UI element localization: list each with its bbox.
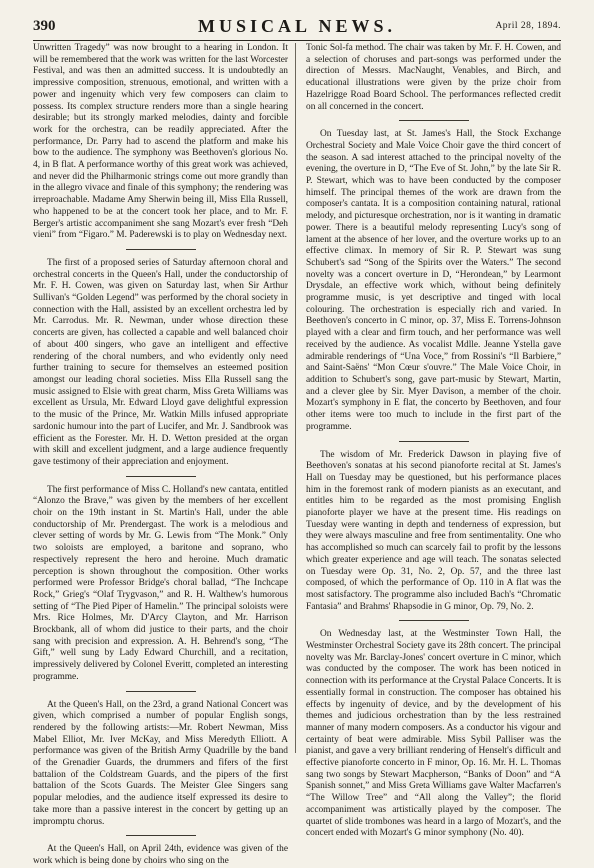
issue-date: April 28, 1894. bbox=[495, 21, 561, 31]
article-paragraph: Unwritten Tragedy” was now brought to a hearing in London. It will be remembered that the work was written for the last Worcester Festival, and was then an admitted success. It is undoubtedly an impressive composition, strenuous, emotional, and written with a power and ingenuity which very few composers can claim to possess. Its complex structure renders more than a single hearing desirable; but its strongly marked melodies, dainty and forcible work for the orchestra, can be readily appreciated. After the performance, Dr. Parry had to ascend the platform and make his bow to the audience. The symphony was Beethoven's glorious No. 4, in B flat. A performance worthy of this great work was achieved, and never did the Philharmonic strings come out more grandly than in the allegro vivace and finale of this symphony; the rendering was irreproachable. Madame Amy Sherwin being ill, Miss Ella Russell, who happened to be at the concert took her place, and to Mr. F. Berger's artistic accompaniment she sang Mozart's ever fresh “Deh vieni” from “Figaro.” M. Paderewski is to play on Wednesday next. bbox=[33, 43, 288, 241]
article-paragraph: At the Queen's Hall, on April 24th, evidence was given of the work which is being done by choirs who sing on the bbox=[33, 844, 288, 866]
section-separator bbox=[33, 684, 288, 700]
article-paragraph: On Wednesday last, at the Westminster Town Hall, the Westminster Orchestral Society gave its 28th concert. The principal novelty was Mr. Barclay-Jones' concert overture in C minor, which was conducted by the composer. The work has been noticed in connection with its performance at the Crystal Palace Concerts. It is essentially formal in construction. The composer has obtained his effects by ingenuity of device, and by the development of his themes and judicious orchestration than by the less restrained manner of many modern composers. As a conductor his vigour and certainty of beat were admirable. Miss Sybil Palliser was the pianist, and gave a very brilliant rendering of Henselt's difficult and effective pianoforte concerto in F minor, Op. 16. Mr. H. L. Thomas sang two songs by Stewart Macpherson, “Banks of Doon” and “A Spanish sonnet,” and Miss Greta Williams gave Walter Macfarren's “The Willow Tree” and “All along the Valley”; the florid accompaniment was artistically played by the composer. The quartet of slide trombones was heard in a largo of Mozart's, and the concert ended with Mozart's G minor symphony (No. 40). bbox=[306, 629, 561, 839]
article-paragraph: Tonic Sol-fa method. The chair was taken by Mr. F. H. Cowen, and a selection of choruses and part-songs was performed under the direction of Messrs. MacNaught, Venables, and Birch, and educational illustrations were given by the prize choir from Hazelrigge Road Board School. The performances reflected credit on all concerned in the concert. bbox=[306, 43, 561, 112]
left-column bbox=[33, 43, 288, 868]
publication-title: MUSICAL NEWS. bbox=[197, 16, 397, 36]
column-divider bbox=[295, 43, 296, 753]
section-separator bbox=[33, 469, 288, 485]
section-separator bbox=[306, 113, 561, 129]
header-rule bbox=[33, 40, 561, 41]
article-paragraph: On Tuesday last, at St. James's Hall, the Stock Exchange Orchestral Society and Male Voice Choir gave the third concert of the season. A sad interest attached to the principal novelty of the evening, the overture in D, “The Eve of St. John,” by the late Sir R. P. Stewart, which was to have been conducted by the composer himself. The principal themes of the work are drawn from the composer's cantata. It is a composition containing natural, rational melody, and picturesque orchestration, nor is it wanting in dramatic power. There is a beautiful melody representing Lucy's song of lament at the absence of her lover, and the overture works up to an effective climax. In memory of Sir R. P. Stewart was sung Schubert's sad “Song of the Spirits over the Waters.” The second novelty was a concert overture in D, “Herondean,” by Learmont Drysdale, an effective work which, without being definitely programme music, is yet descriptive and tinged with local colouring. The orchestration is especially rich and varied. In Beethoven's concerto in C minor, op. 37, Miss E. Torrens-Johnson played with a clear and firm touch, and her performance was well received by the audience. As vocalist Mdlle. Jeanne Ystella gave admirable renderings of “Una Voce,” from Rossini's “Il Barbiere,” and Saint-Saëns' “Mon Cœur s'ouvre.” The Male Voice Choir, in addition to Schubert's song, gave part-music by Stewart, Martin, and a clever glee by Sir. Myer Davison, a member of the choir. Mozart's symphony in E flat, the concerto by Beethoven, and four other items were too much to include in the first part of the programme. bbox=[306, 129, 561, 432]
article-paragraph: At the Queen's Hall, on the 23rd, a grand National Concert was given, which comprised a number of popular English songs, rendered by the following artists:—Mr. Robert Newman, Miss Mabel Elliot, Mr. Iver McKay, and Miss Meredyth Elliott. A performance was given of the British Army Quadrille by the band of the Grenadier Guards, the drummers and fifers of the first battalion of the Coldstream Guards, and the pipers of the first battalion of the Scots Guards. The Meister Glee Singers sang popular melodies, and the audience itself expressed its desire to take more than a passive interest in the concert by getting up an impromptu chorus. bbox=[33, 699, 288, 827]
section-separator bbox=[33, 828, 288, 844]
right-column bbox=[306, 43, 561, 840]
section-separator bbox=[306, 613, 561, 629]
article-paragraph: The first of a proposed series of Saturday afternoon choral and orchestral concerts in the Queen's Hall, under the conductorship of Mr. F. H. Cowen, was given on Saturday last, when Sir Arthur Sullivan's “Golden Legend” was performed by the choral society in connection with the Hall, assisted by an excellent orchestra led by Mr. Carrodus. Mr. R. Newman, under whose direction these concerts are given, has collected a capable and well balanced choir of about 400 singers, who gave an intelligent and effective rendering of the choral numbers, and who evidently only need further training to secure for themselves an esteemed position amongst our leading choral societies. Miss Ella Russell sang the music assigned to Elsie with great charm, Miss Greta Williams was excellent as Ursula, Mr. Edward Lloyd gave delightful expression to the music of the Prince, Mr. Watkin Mills infused appropriate sardonic humour into the part of Lucifer, and Mr. J. Sandbrook was efficient as the Forester. Mr. H. D. Wetton presided at the organ with skill and excellent judgment, and a large audience frequently gave testimony of their appreciation and enjoyment. bbox=[33, 257, 288, 467]
article-paragraph: The first performance of Miss C. Holland's new cantata, entitled “Alonzo the Brave,” was given by the members of her excellent choir on the 19th instant in St. Martin's Hall, under the able conductorship of Mr. Prendergast. The work is a melodious and clever setting of words by Mr. G. Lewis from “The Monk.” Only two soloists are employed, a baritone and soprano, who respectively represent the hero and heroine. Much dramatic perception is shown throughout the composition. Other works performed were Professor Bridge's choral ballad, “The Inchcape Rock,” Grieg's “Olaf Trygvason,” and R. H. Walthew's humorous setting of “The Pied Piper of Hamelin.” The principal soloists were Mrs. Rice Holmes, Mr. D'Arcy Clayton, and Mr. Harrison Brockbank, all of whom did justice to their parts, and the choir sang with precision and expression. A. H. Behrend's song, “The Gift,” well sung by Lady Edward Churchill, and a recitation, impressively delivered by Colonel Everitt, completed an interesting programme. bbox=[33, 484, 288, 682]
article-paragraph: The wisdom of Mr. Frederick Dawson in playing five of Beethoven's sonatas at his second pianoforte recital at St. James's Hall on Tuesday may be questioned, but his performance places him in the foremost rank of modern pianists as an executant, and entitles him to be regarded as the most promising English pianoforte player we have at the present time. His readings on Tuesday were wanting in depth and tenderness of expression, but they were always masculine and free from sentimentality. One who has accomplished so much can scarcely fail to profit by the lessons which greater experience and age will teach. The sonatas selected on Tuesday were Op. 31, No. 2, Op. 57, and the three last composed, of which the performance of Op. 110 in A flat was the most satisfactory. The programme also included Bach's “Chromatic Fantasia” and Brahms' Rhapsodie in G minor, Op. 79, No. 2. bbox=[306, 449, 561, 612]
page-number: 390 bbox=[33, 18, 56, 34]
section-separator bbox=[306, 434, 561, 450]
page-header bbox=[33, 14, 561, 40]
section-separator bbox=[33, 242, 288, 258]
